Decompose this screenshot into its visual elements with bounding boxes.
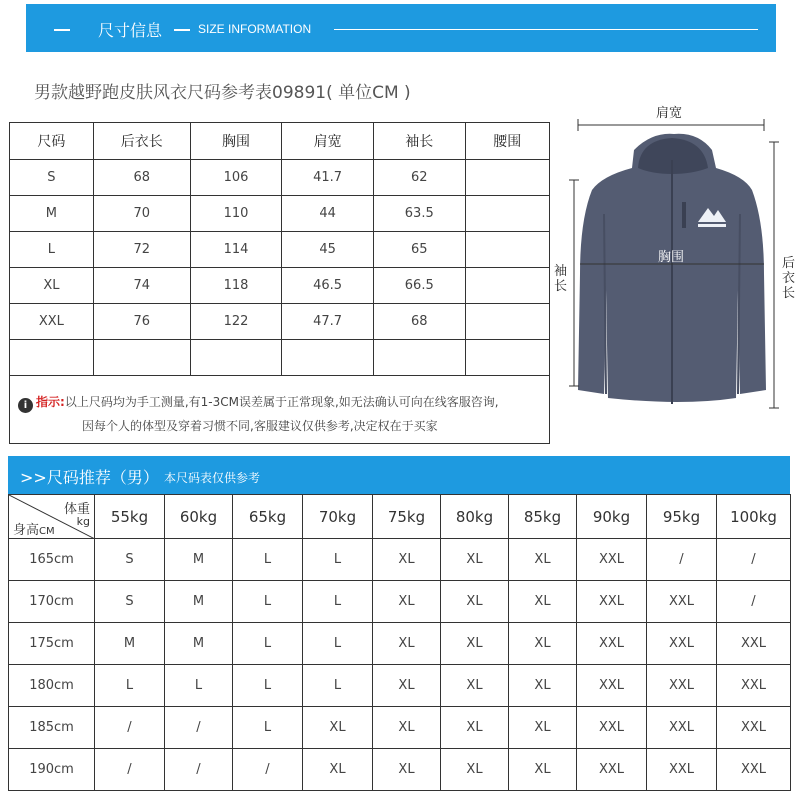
size-header-cell: 腰围 (465, 123, 549, 160)
recommend-size-cell: XXL (577, 623, 647, 665)
recommend-size-cell: L (233, 623, 303, 665)
size-cell: 46.5 (282, 268, 374, 304)
size-cell: 72 (93, 232, 190, 268)
size-cell: 70 (93, 196, 190, 232)
recommend-size-cell: M (165, 539, 233, 581)
height-cell: 175cm (9, 623, 95, 665)
recommend-size-cell: XXL (717, 665, 791, 707)
size-cell: 63.5 (373, 196, 465, 232)
size-cell: 45 (282, 232, 374, 268)
recommend-size-cell: XXL (577, 707, 647, 749)
recommend-size-cell: L (303, 665, 373, 707)
size-header-cell: 袖长 (373, 123, 465, 160)
recommend-row (9, 623, 791, 665)
size-cell-empty (93, 340, 190, 376)
recommend-title: >>尺码推荐（男） (20, 468, 159, 487)
size-table (9, 122, 550, 444)
recommend-size-cell: / (233, 749, 303, 791)
size-cell (465, 232, 549, 268)
recommend-size-cell: / (647, 539, 717, 581)
size-table-row (10, 304, 550, 340)
size-cell: 44 (282, 196, 374, 232)
recommend-header-row (9, 495, 791, 539)
recommend-size-cell: XL (373, 665, 441, 707)
recommend-size-cell: XL (441, 581, 509, 623)
recommend-size-cell: XXL (647, 749, 717, 791)
size-note (10, 376, 550, 444)
recommend-subtitle: 本尺码表仅供参考 (164, 471, 261, 485)
corner-height-label (13, 519, 55, 538)
banner-line (334, 29, 758, 30)
size-header-cell: 后衣长 (93, 123, 190, 160)
weight-header-cell: 65kg (233, 495, 303, 539)
recommend-size-cell: M (165, 581, 233, 623)
recommend-size-cell: XL (509, 749, 577, 791)
height-cell: 190cm (9, 749, 95, 791)
size-cell: L (10, 232, 94, 268)
recommend-size-cell: XL (373, 623, 441, 665)
recommend-size-cell: / (95, 749, 165, 791)
size-header-cell: 尺码 (10, 123, 94, 160)
recommend-size-cell: XL (373, 707, 441, 749)
size-cell (465, 304, 549, 340)
recommend-size-cell: L (233, 539, 303, 581)
size-cell: XXL (10, 304, 94, 340)
size-cell: M (10, 196, 94, 232)
banner-title: 尺寸信息 (98, 21, 163, 40)
recommend-size-cell: XL (441, 665, 509, 707)
size-table-row-empty (10, 340, 550, 376)
recommend-size-cell: XL (509, 623, 577, 665)
info-icon: i (18, 398, 33, 413)
size-cell-empty (465, 340, 549, 376)
size-header-cell: 肩宽 (282, 123, 374, 160)
corner-height-text: 身高 (13, 523, 40, 538)
size-cell: 62 (373, 160, 465, 196)
recommend-table (8, 494, 791, 791)
size-cell: 114 (190, 232, 282, 268)
recommend-size-cell: L (303, 539, 373, 581)
corner-weight-label: 体重 (63, 502, 90, 517)
size-cell: 66.5 (373, 268, 465, 304)
recommend-size-cell: XXL (577, 539, 647, 581)
height-cell: 170cm (9, 581, 95, 623)
recommend-size-cell: XXL (717, 749, 791, 791)
size-cell: 122 (190, 304, 282, 340)
size-chart-title: 男款越野跑皮肤风衣尺码参考表09891( 单位CM ) (34, 83, 411, 103)
size-cell-empty (190, 340, 282, 376)
weight-header-cell: 90kg (577, 495, 647, 539)
weight-header-cell: 80kg (441, 495, 509, 539)
recommend-row (9, 665, 791, 707)
recommend-size-cell: / (717, 581, 791, 623)
recommend-size-cell: XL (373, 539, 441, 581)
recommend-size-cell: XL (509, 581, 577, 623)
recommend-size-cell: XL (509, 707, 577, 749)
height-cell: 185cm (9, 707, 95, 749)
weight-header-cell: 60kg (165, 495, 233, 539)
recommend-size-cell: XL (441, 707, 509, 749)
recommend-size-cell: XXL (717, 623, 791, 665)
banner-subtitle: SIZE INFORMATION (198, 22, 312, 36)
recommend-size-cell: XXL (577, 581, 647, 623)
recommend-size-cell: XXL (647, 581, 717, 623)
recommend-size-cell: L (233, 707, 303, 749)
weight-header-cell: 95kg (647, 495, 717, 539)
height-cell: 180cm (9, 665, 95, 707)
size-cell: 118 (190, 268, 282, 304)
size-cell: 74 (93, 268, 190, 304)
size-header-cell: 胸围 (190, 123, 282, 160)
size-cell: 65 (373, 232, 465, 268)
weight-header-cell: 75kg (373, 495, 441, 539)
size-cell: XL (10, 268, 94, 304)
recommend-size-cell: XL (373, 749, 441, 791)
recommend-row (9, 539, 791, 581)
height-cell: 165cm (9, 539, 95, 581)
recommend-header (8, 456, 790, 494)
recommend-size-cell: XL (303, 707, 373, 749)
size-cell: 68 (373, 304, 465, 340)
size-table-row (10, 196, 550, 232)
size-cell-empty (373, 340, 465, 376)
label-chest: 胸围 (658, 250, 685, 265)
recommend-size-cell: L (233, 665, 303, 707)
recommend-size-cell: XL (303, 749, 373, 791)
recommend-size-cell: XXL (647, 623, 717, 665)
corner-height-unit: CM (39, 526, 55, 537)
recommend-size-cell: S (95, 539, 165, 581)
size-cell-empty (10, 340, 94, 376)
recommend-size-cell: XL (509, 665, 577, 707)
recommend-size-cell: / (165, 707, 233, 749)
recommend-row (9, 749, 791, 791)
note-text-2: 因每个人的体型及穿着习惯不同,客服建议仅供参考,决定权在于买家 (82, 419, 438, 433)
size-table-row (10, 160, 550, 196)
size-cell (465, 268, 549, 304)
note-text-1: 以上尺码均为手工测量,有1-3CM误差属于正常现象,如无法确认可向在线客服咨询, (64, 395, 499, 409)
recommend-size-cell: / (717, 539, 791, 581)
recommend-size-cell: XXL (577, 665, 647, 707)
banner-dash-left (54, 29, 70, 31)
weight-header-cell: 85kg (509, 495, 577, 539)
recommend-size-cell: S (95, 581, 165, 623)
size-cell: 76 (93, 304, 190, 340)
size-info-banner (26, 4, 776, 52)
recommend-size-cell: L (165, 665, 233, 707)
size-cell: 110 (190, 196, 282, 232)
weight-header-cell: 70kg (303, 495, 373, 539)
label-shoulder: 肩宽 (656, 106, 683, 121)
size-cell (465, 160, 549, 196)
recommend-size-cell: XL (441, 749, 509, 791)
banner-dash-mid (174, 29, 190, 31)
recommend-size-cell: / (165, 749, 233, 791)
jacket-diagram (552, 98, 800, 418)
note-label: 指示: (36, 395, 65, 409)
recommend-size-cell: XL (441, 623, 509, 665)
size-table-row (10, 268, 550, 304)
corner-cell (9, 495, 95, 539)
recommend-size-cell: L (233, 581, 303, 623)
recommend-size-cell: L (303, 623, 373, 665)
recommend-size-cell: XL (373, 581, 441, 623)
size-cell: S (10, 160, 94, 196)
size-table-note-row (10, 376, 550, 444)
recommend-size-cell: L (303, 581, 373, 623)
size-cell: 41.7 (282, 160, 374, 196)
recommend-size-cell: L (95, 665, 165, 707)
weight-header-cell: 100kg (717, 495, 791, 539)
label-sleeve: 袖长 (554, 264, 568, 294)
recommend-size-cell: M (95, 623, 165, 665)
label-back-length: 后衣长 (782, 256, 796, 301)
recommend-row (9, 581, 791, 623)
recommend-size-cell: M (165, 623, 233, 665)
note-line-1 (18, 390, 549, 414)
corner-weight-unit: kg (76, 515, 90, 528)
size-cell: 106 (190, 160, 282, 196)
recommend-size-cell: XXL (647, 665, 717, 707)
size-cell: 47.7 (282, 304, 374, 340)
recommend-size-cell: XXL (647, 707, 717, 749)
size-cell: 68 (93, 160, 190, 196)
recommend-row (9, 707, 791, 749)
recommend-size-cell: / (95, 707, 165, 749)
weight-header-cell: 55kg (95, 495, 165, 539)
recommend-size-cell: XXL (717, 707, 791, 749)
size-table-header (10, 123, 550, 160)
size-table-row (10, 232, 550, 268)
recommend-size-cell: XXL (577, 749, 647, 791)
size-cell (465, 196, 549, 232)
size-cell-empty (282, 340, 374, 376)
recommend-size-cell: XL (441, 539, 509, 581)
recommend-size-cell: XL (509, 539, 577, 581)
